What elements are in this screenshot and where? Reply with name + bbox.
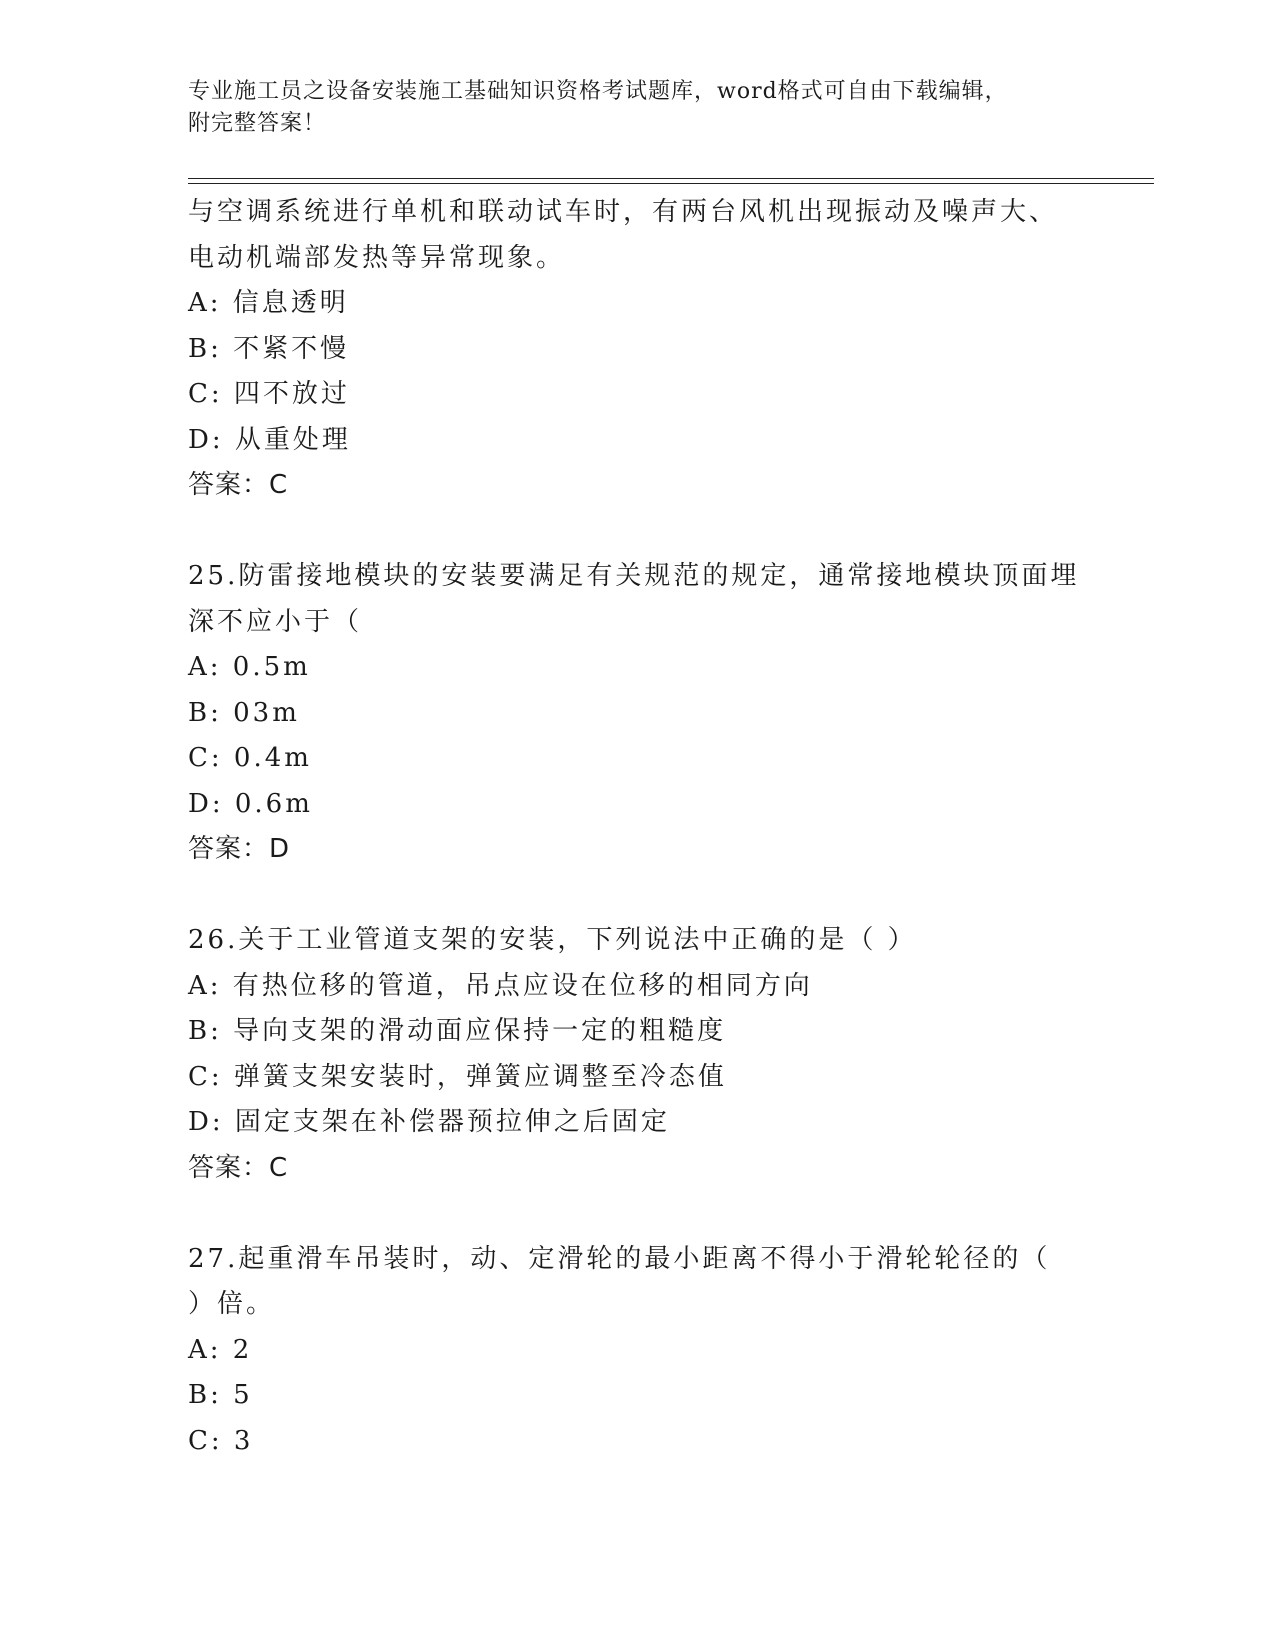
question-text-line: 深不应小于（ <box>188 606 363 637</box>
spacer <box>188 509 1088 555</box>
option-b: B: 5 <box>188 1380 253 1410</box>
question-text-line: ）倍。 <box>188 1289 276 1319</box>
option-c: C: 弹簧支架安装时，弹簧应调整至冷态值 <box>188 1061 727 1092</box>
option-c: C: 四不放过 <box>188 379 350 409</box>
option-d: D: 固定支架在补偿器预拉伸之后固定 <box>188 1107 670 1137</box>
option-a: A: 有热位移的管道，吊点应设在位移的相同方向 <box>188 970 813 1001</box>
question-27 <box>188 1237 1088 1465</box>
option-b: B: 导向支架的滑动面应保持一定的粗糙度 <box>188 1016 727 1046</box>
answer-line: 答案：C <box>188 1152 289 1183</box>
question-text-line: 电动机端部发热等异常现象。 <box>188 242 566 273</box>
document-header <box>188 76 1088 140</box>
header-divider-top <box>188 178 1154 179</box>
header-line-1: 专业施工员之设备安装施工基础知识资格考试题库，word格式可自由下载编辑， <box>188 79 1008 104</box>
option-c: C: 3 <box>188 1425 254 1456</box>
option-a: A: 0.5m <box>188 652 311 682</box>
question-26 <box>188 918 1088 1191</box>
question-text-line: 27.起重滑车吊装时，动、定滑轮的最小距离不得小于滑轮轮径的（ <box>188 1243 1051 1274</box>
option-a: A: 2 <box>188 1334 253 1365</box>
answer-line: 答案：D <box>188 834 291 864</box>
question-24-tail <box>188 190 1088 509</box>
option-a: A: 信息透明 <box>188 288 349 318</box>
question-25 <box>188 554 1088 873</box>
spacer <box>188 1191 1088 1237</box>
header-line-2: 附完整答案！ <box>188 111 327 136</box>
spacer <box>188 873 1088 919</box>
question-text-line: 25.防雷接地模块的安装要满足有关规范的规定，通常接地模块顶面埋 <box>188 561 1080 591</box>
header-divider-bottom <box>188 183 1154 184</box>
question-list <box>188 190 1088 1464</box>
option-d: D: 0.6m <box>188 788 313 819</box>
answer-line: 答案：C <box>188 470 289 500</box>
question-text-line: 与空调系统进行单机和联动试车时，有两台风机出现振动及噪声大、 <box>188 197 1059 227</box>
option-b: B: 03m <box>188 697 300 728</box>
option-c: C: 0.4m <box>188 743 312 773</box>
question-text-line: 26.关于工业管道支架的安装，下列说法中正确的是（ ） <box>188 925 917 955</box>
option-d: D: 从重处理 <box>188 424 351 455</box>
option-b: B: 不紧不慢 <box>188 333 350 364</box>
